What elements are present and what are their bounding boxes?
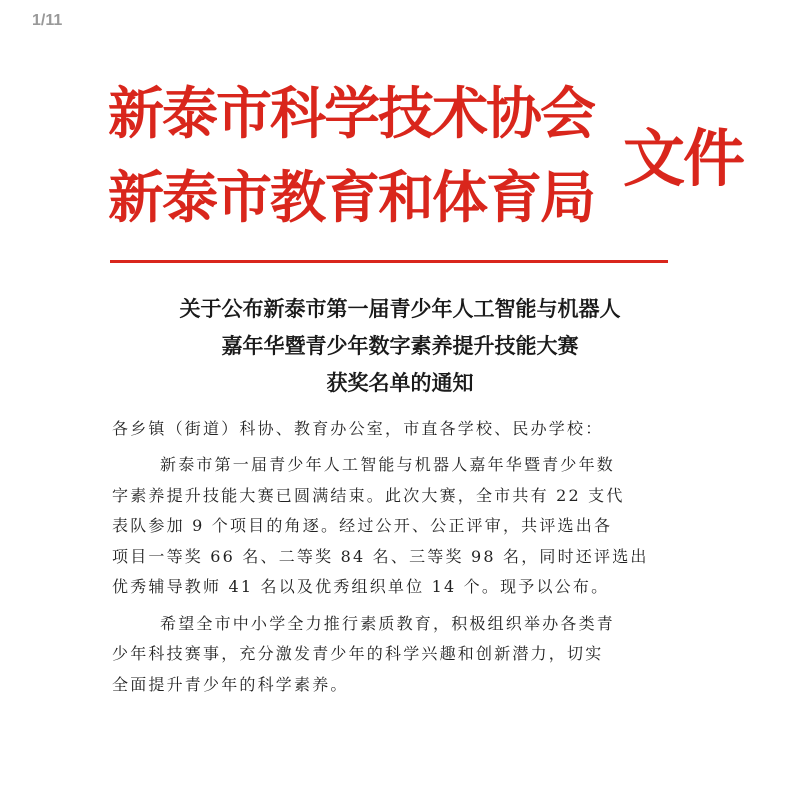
paragraph-line: 表队参加 9 个项目的角逐。经过公开、公正评审，共评选出各: [112, 516, 613, 535]
header-divider: [110, 260, 668, 263]
paragraph-line: 希望全市中小学全力推行素质教育，积极组织举办各类青: [160, 613, 616, 633]
paragraph-2: [112, 609, 692, 701]
document-header: [108, 76, 768, 236]
title-line-1: 关于公布新泰市第一届青少年人工智能与机器人: [179, 296, 621, 321]
paragraph-line: 项目一等奖 66 名、二等奖 84 名、三等奖 98 名，同时还评选出: [112, 546, 649, 566]
paragraph-line: 新泰市第一届青少年人工智能与机器人嘉年华暨青少年数: [160, 455, 616, 474]
paragraph-1: [112, 450, 692, 603]
page-indicator: 1/11: [32, 12, 63, 29]
issuer-name-1: 新泰市科学技术协会: [108, 81, 594, 147]
paragraph-line: 少年科技赛事，充分激发青少年的科学兴趣和创新潜力，切实: [112, 644, 604, 663]
paragraph-line: 优秀辅导教师 41 名以及优秀组织单位 14 个。现予以公布。: [112, 577, 610, 596]
salutation: 各乡镇（街道）科协、教育办公室，市直各学校、民办学校：: [112, 419, 604, 438]
paragraph-line: 全面提升青少年的科学素养。: [112, 674, 349, 694]
issuer-name-2: 新泰市教育和体育局: [108, 165, 594, 231]
title-line-3: 获奖名单的通知: [326, 370, 474, 395]
title-line-2: 嘉年华暨青少年数字素养提升技能大赛: [221, 333, 579, 358]
document-type-label: 文件: [623, 122, 744, 195]
notice-title: [100, 290, 700, 401]
notice-body: [112, 414, 692, 700]
paragraph-line: 字素养提升技能大赛已圆满结束。此次大赛，全市共有 22 支代: [112, 485, 625, 505]
